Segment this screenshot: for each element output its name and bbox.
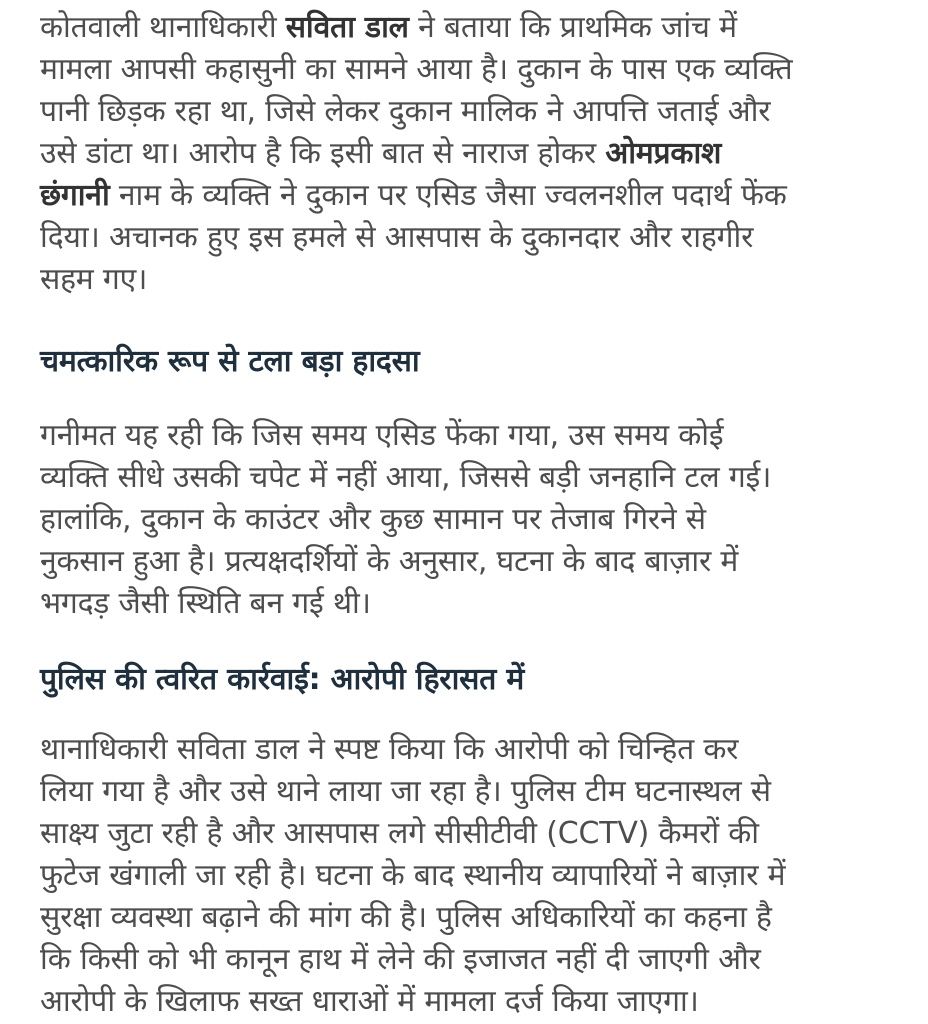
bold-name-changani: छंगानी — [40, 178, 110, 213]
line-text: उसे डांटा था। आरोप है कि इसी बात से नाराज होकर — [40, 136, 606, 171]
paragraph-line: गनीमत यह रही कि जिस समय एसिड फेंका गया, उस समय कोई — [40, 418, 724, 453]
paragraph-line: सहम गए। — [40, 262, 148, 297]
line-text: ने बताया कि प्राथमिक जांच में — [408, 10, 737, 45]
section-heading-2: पुलिस की त्वरित कार्रवाई: आरोपी हिरासत में — [40, 662, 525, 697]
paragraph-line: सुरक्षा व्यवस्था बढ़ाने की मांग की है। पुलिस अधिकारियों का कहना है — [40, 900, 772, 935]
line-text: नाम के व्यक्ति ने दुकान पर एसिड जैसा ज्वलनशील पदार्थ फेंक — [109, 178, 787, 213]
paragraph-line: पानी छिड़क रहा था, जिसे लेकर दुकान मालिक ने आपत्ति जताई और — [40, 94, 771, 129]
bold-name-savita-daal: सविता डाल — [285, 10, 409, 45]
paragraph-line — [40, 175, 792, 217]
paragraph-line: दिया। अचानक हुए इस हमले से आसपास के दुकानदार और राहगीर — [40, 220, 754, 255]
line-text: कोतवाली थानाधिकारी — [40, 10, 286, 45]
paragraph-line: लिया गया है और उसे थाने लाया जा रहा है। पुलिस टीम घटनास्थल से — [40, 774, 771, 809]
paragraph-line — [40, 7, 792, 49]
article-paragraph-2 — [40, 415, 771, 625]
paragraph-line: कि किसी को भी कानून हाथ में लेने की इजाजत नहीं दी जाएगी और — [40, 942, 761, 977]
paragraph-line: मामला आपसी कहासुनी का सामने आया है। दुकान के पास एक व्यक्ति — [40, 52, 793, 87]
section-heading-1: चमत्कारिक रूप से टला बड़ा हादसा — [40, 344, 420, 379]
paragraph-line: साक्ष्य जुटा रही है और आसपास लगे सीसीटीवी (CCTV) कैमरों की — [40, 816, 759, 851]
paragraph-line — [40, 133, 792, 175]
paragraph-line: भगदड़ जैसी स्थिति बन गई थी। — [40, 586, 371, 621]
paragraph-line: आरोपी के खिलाफ सख्त धाराओं में मामला दर्ज किया जाएगा। — [40, 984, 699, 1019]
article-paragraph-1 — [40, 7, 792, 301]
paragraph-line: नुकसान हुआ है। प्रत्यक्षदर्शियों के अनुसार, घटना के बाद बाज़ार में — [40, 544, 739, 579]
article-paragraph-3 — [40, 729, 785, 1023]
bold-name-omprakash: ओमप्रकाश — [605, 136, 722, 171]
paragraph-line: व्यक्ति सीधे उसकी चपेट में नहीं आया, जिससे बड़ी जनहानि टल गई। — [40, 460, 772, 495]
paragraph-line: हालांकि, दुकान के काउंटर और कुछ सामान पर तेजाब गिरने से — [40, 502, 706, 537]
paragraph-line: थानाधिकारी सविता डाल ने स्पष्ट किया कि आरोपी को चिन्हित कर — [40, 732, 739, 767]
paragraph-line: फुटेज खंगाली जा रही है। घटना के बाद स्थानीय व्यापारियों ने बाज़ार में — [40, 858, 786, 893]
